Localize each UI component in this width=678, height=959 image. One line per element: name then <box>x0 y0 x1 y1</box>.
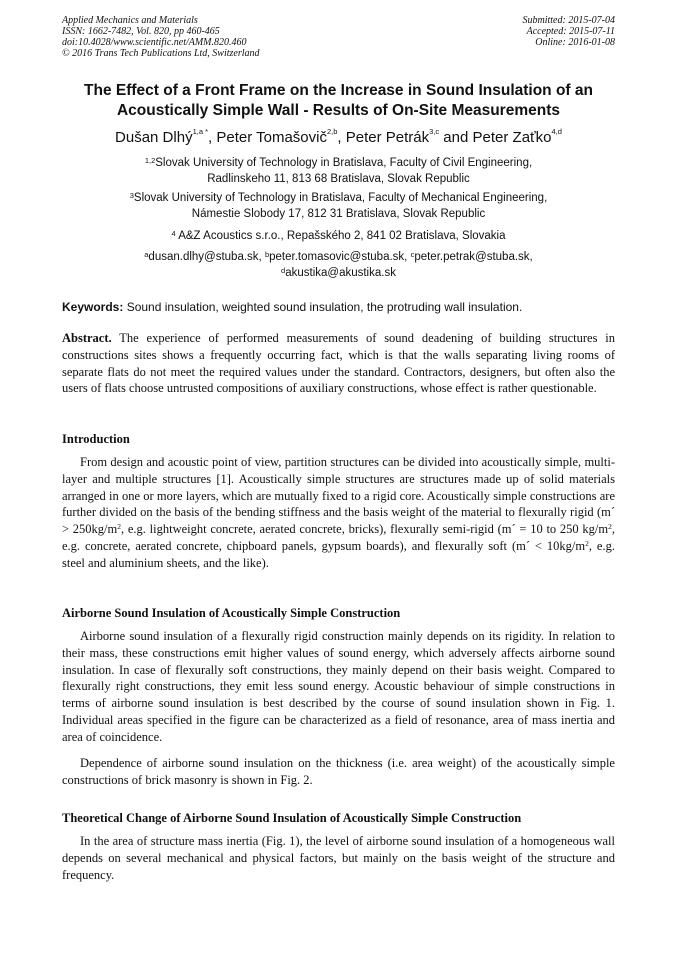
affiliation-sup: 1,2 <box>144 156 156 165</box>
keywords-label: Keywords: <box>62 300 124 314</box>
author-sep: , <box>208 129 217 146</box>
journal-header <box>62 15 260 59</box>
theoretical-paragraph: In the area of structure mass inertia (Fig. 1), the level of airborne sound insulation of a homogeneous wall depends on several mechanical and physical factors, but mainly on the basis weight of the structure and frequency. <box>62 834 615 882</box>
author-sup: 1,a * <box>192 127 209 136</box>
author-name: Peter Zaťko <box>472 129 552 146</box>
online-date: Online: 2016-01-08 <box>535 37 615 48</box>
author-emails <box>62 249 615 281</box>
author-sup: 4,d <box>551 127 562 136</box>
affiliation-text: Slovak University of Technology in Bratislava, Faculty of Mechanical Engineering, <box>133 192 548 204</box>
affiliation-text: Slovak University of Technology in Bratislava, Faculty of Civil Engineering, <box>155 157 533 169</box>
abstract <box>62 330 615 397</box>
superscript: 2 <box>608 522 612 532</box>
superscript: 2 <box>117 522 121 532</box>
submitted-date: Submitted: 2015-07-04 <box>522 15 615 26</box>
title-line-2: Acoustically Simple Wall - Results of On-Site Measurements <box>116 102 560 119</box>
affiliation-address: Námestie Slobody 17, 812 31 Bratislava, Slovak Republic <box>191 208 486 220</box>
author-name: Peter Tomašovič <box>216 129 327 146</box>
email-sup: b <box>264 250 270 259</box>
affiliation-3 <box>62 228 615 244</box>
author-name: Dušan Dlhý <box>115 129 193 146</box>
affiliation-2 <box>62 190 615 222</box>
doi-line[interactable]: doi:10.4028/www.scientific.net/AMM.820.460 <box>62 37 247 48</box>
title-line-1: The Effect of a Front Frame on the Increase in Sound Insulation of an <box>84 82 593 99</box>
abstract-text: The experience of performed measurements of sound deadening of building structures in constructions sites shows a frequently occurring fact, which is that the walls separating living rooms of separate flats do not meet the required values under the standard. Contractors, designers, but often also the users of flats choose untrusted compositions of auxiliary constructions, whose effect is rather questionable. <box>62 331 615 396</box>
dates-header <box>523 15 616 48</box>
author-sup: 2,b <box>326 127 338 136</box>
airborne-paragraph-2: Dependence of airborne sound insulation on the thickness (i.e. area weight) of the acoustically simple constructions of brick masonry is shown in Fig. 2. <box>62 756 615 787</box>
email-sup: d <box>281 266 286 275</box>
introduction-paragraph <box>62 454 615 572</box>
author-list <box>62 129 615 146</box>
email-link[interactable]: peter.petrak@stuba.sk, <box>414 251 533 263</box>
text-run: , e.g. steel and aluminium sheets, and the like). <box>62 538 615 570</box>
copyright-line: © 2016 Trans Tech Publications Ltd, Switzerland <box>62 48 260 59</box>
accepted-date: Accepted: 2015-07-11 <box>526 26 615 37</box>
text-run: , e.g. lightweight concrete, aerated concrete, bricks), flexurally semi-rigid (m´ = 10 to 250 kg/m <box>121 522 609 537</box>
email-sup: c <box>410 250 415 259</box>
text-run: From design and acoustic point of view, partition structures can be divided into acoustically simple, multi-layer and multiple structures [1]. Acoustically simple structures are structures made up of solid materials arranged in one or more layers, which are mutually fixed to a rigid core. Acoustically simple constructions are further divided on the basis of the bending stiffness and the basis weight of the material to flexurally rigid (m´ > 250kg/m <box>62 455 615 537</box>
affiliation-sup: 4 <box>171 229 176 238</box>
affiliation-sup: 3 <box>129 191 134 200</box>
section-heading-theoretical: Theoretical Change of Airborne Sound Insulation of Acoustically Simple Construction <box>62 811 522 825</box>
email-sup: a <box>144 250 149 259</box>
section-heading-introduction: Introduction <box>62 432 130 446</box>
author-sep: and <box>439 129 473 146</box>
affiliation-address: Radlinskeho 11, 813 68 Bratislava, Slovak Republic <box>207 173 470 185</box>
text-run: , e.g. concrete, aerated concrete, chipboard panels, gypsum boards), and flexurally soft (m´ < 10kg/m <box>62 522 615 553</box>
author-sup: 3,c <box>429 127 440 136</box>
abstract-label: Abstract. <box>62 331 112 345</box>
superscript: 2 <box>585 538 589 548</box>
keywords-text: Sound insulation, weighted sound insulation, the protruding wall insulation. <box>123 300 523 314</box>
journal-name: Applied Mechanics and Materials <box>62 15 198 26</box>
airborne-paragraph-1: Airborne sound insulation of a flexurally rigid construction mainly depends on its rigidity. In relation to their mass, these constructions emit higher values of sound energy, which adversely affects airborne sound insulation. In case of flexurally soft constructions, they mainly depend on their basis weight. Compared to flexurally right constructions, they emit less sound energy. Acoustic behaviour of simple constructions in terms of airborne sound insulation is best described by the course of sound insulation shown in Fig. 1. Individual areas specified in the figure can be characterized as a field of resonance, area of mass inertia and area of coincidence. <box>62 629 615 744</box>
email-link[interactable]: dusan.dlhy@stuba.sk, <box>148 251 265 263</box>
email-link[interactable]: peter.tomasovic@stuba.sk, <box>269 251 411 263</box>
section-heading-airborne: Airborne Sound Insulation of Acoustically Simple Construction <box>62 606 401 620</box>
author-sep: , <box>337 129 346 146</box>
author-name: Peter Petrák <box>345 129 430 146</box>
paper-title <box>62 81 615 121</box>
affiliation-1 <box>62 155 615 187</box>
issn-line: ISSN: 1662-7482, Vol. 820, pp 460-465 <box>62 26 220 37</box>
email-link[interactable]: akustika@akustika.sk <box>285 267 396 279</box>
keywords <box>62 300 615 314</box>
affiliation-text: A&Z Acoustics s.r.o., Repašského 2, 841 02 Bratislava, Slovakia <box>178 230 506 242</box>
